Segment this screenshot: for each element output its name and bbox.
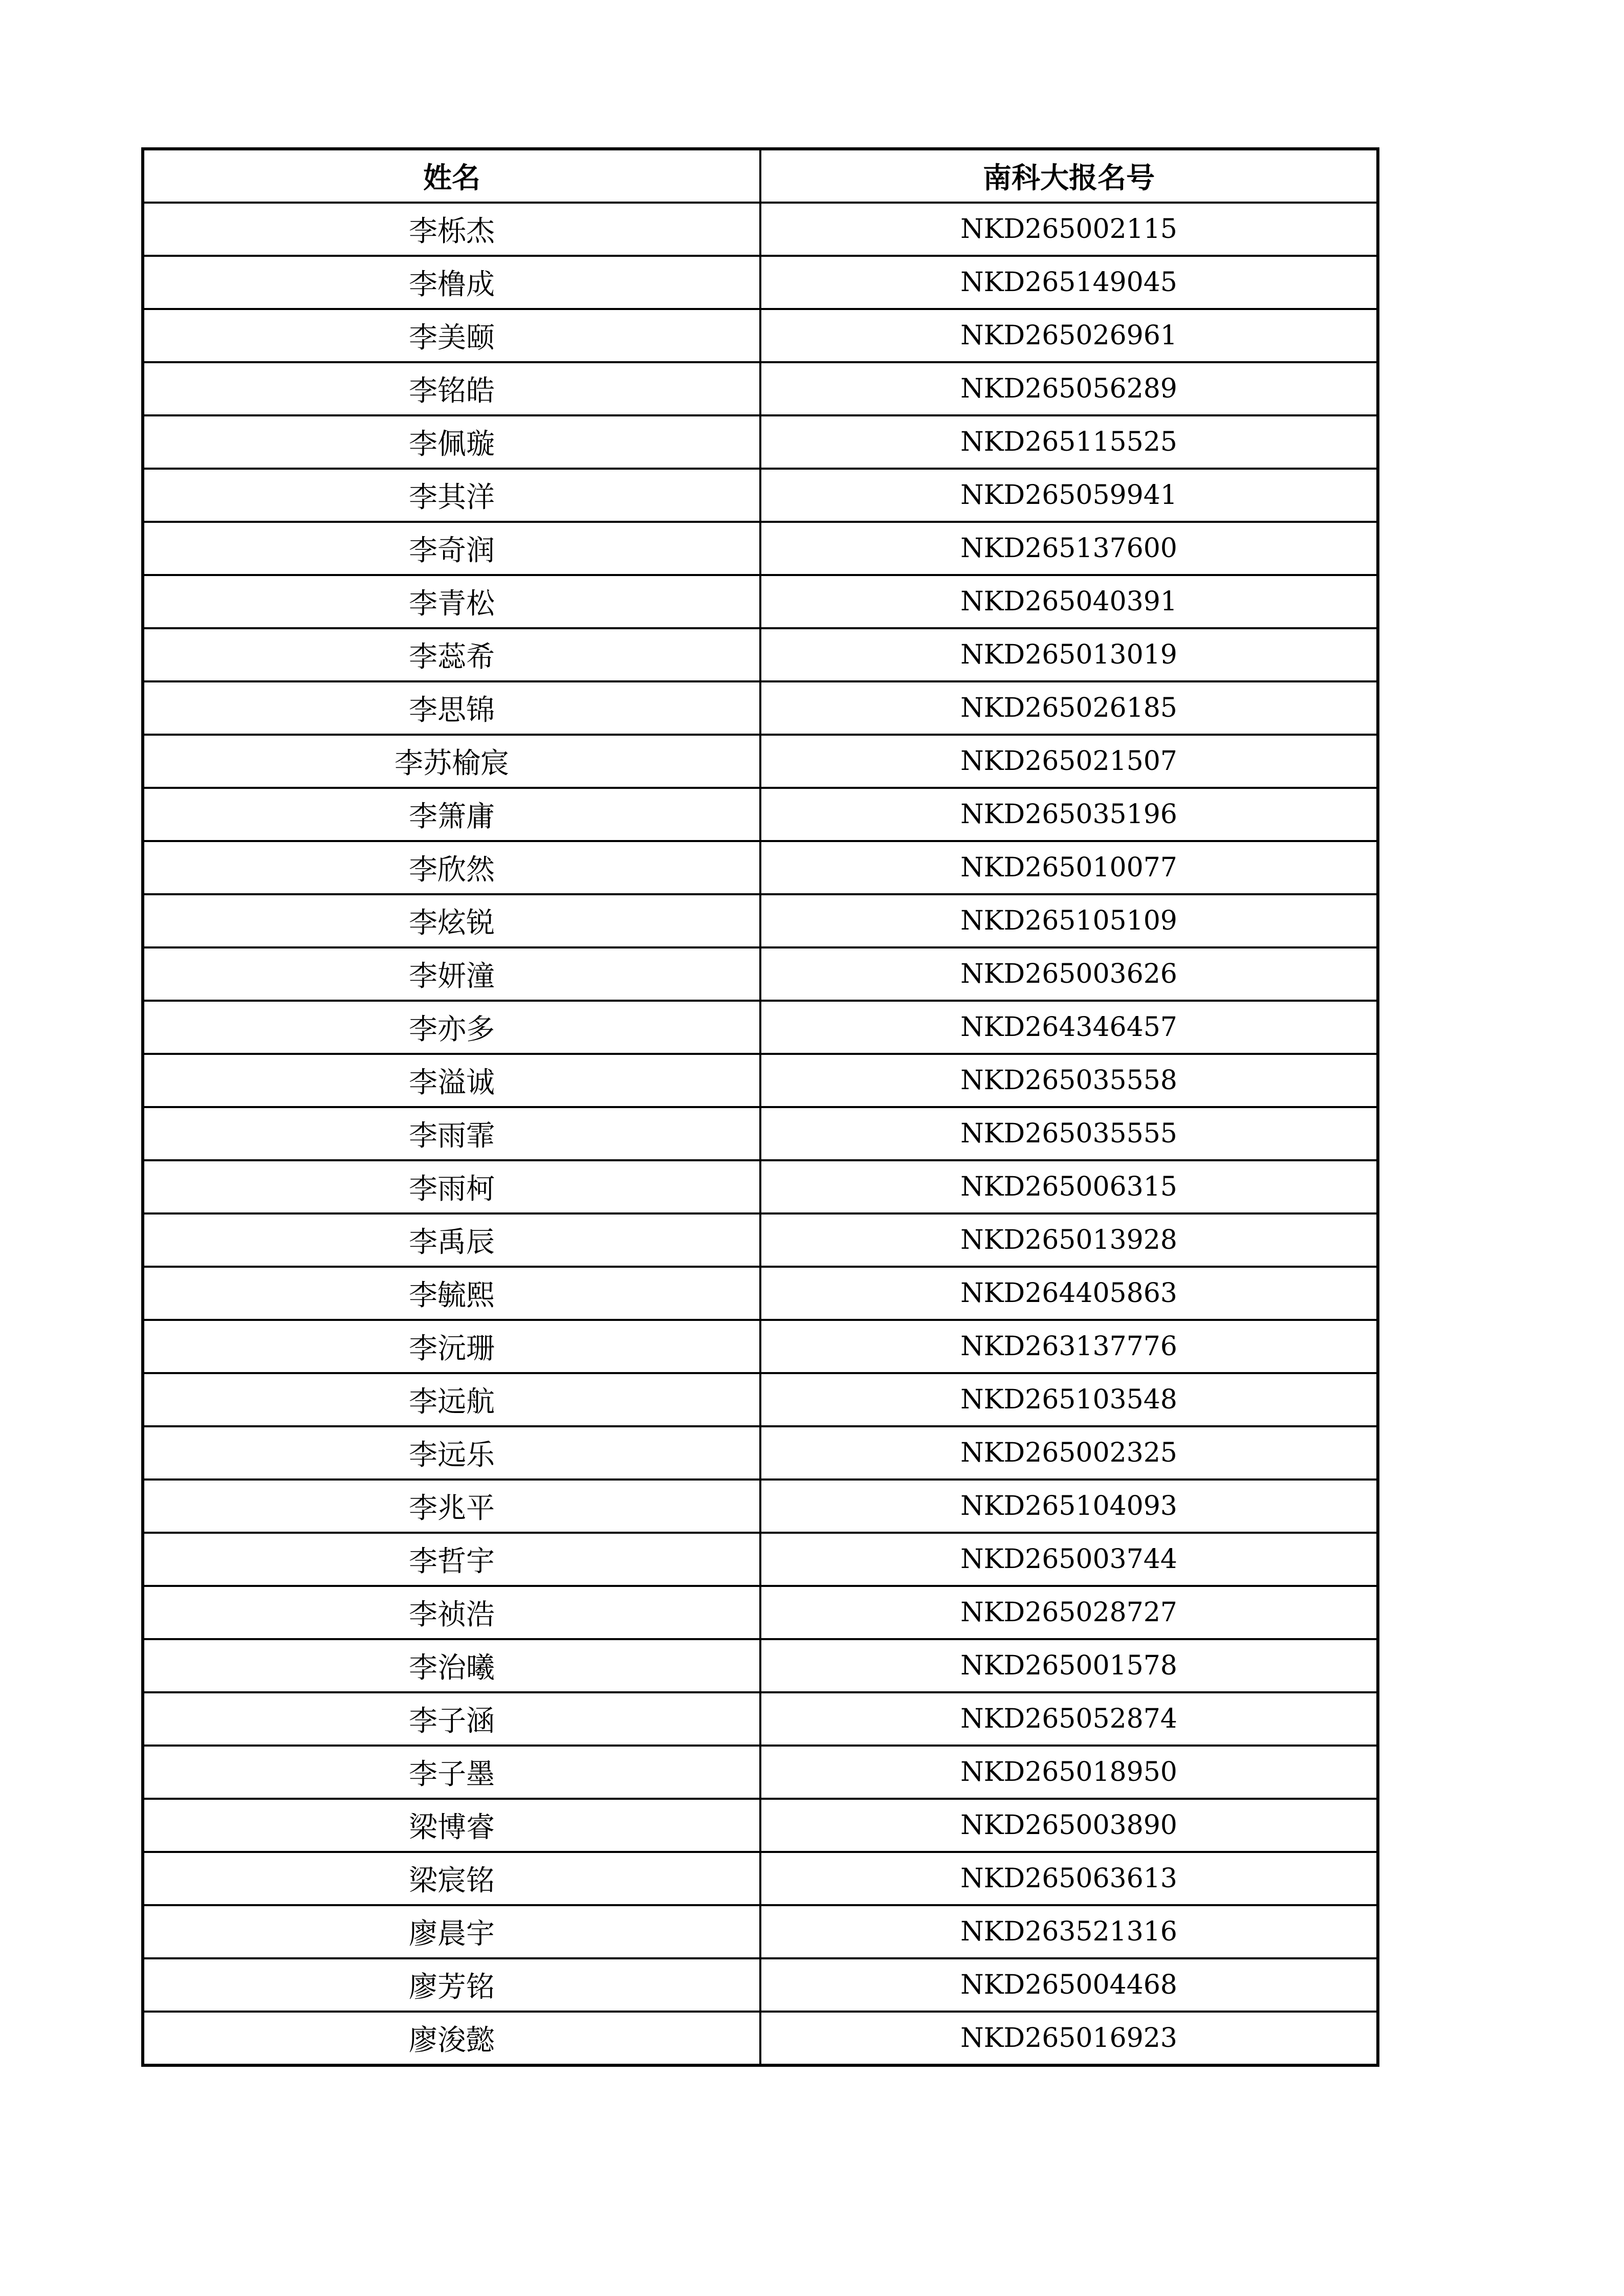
student-name-cell: 李雨柯 [143,1160,760,1213]
table-row [143,1480,1378,1533]
student-name-cell: 李禹辰 [143,1213,760,1267]
student-name-cell: 李毓熙 [143,1267,760,1320]
table-row [143,735,1378,788]
registration-number-cell: NKD263521316 [760,1905,1378,1958]
student-name-cell: 李美颐 [143,309,760,362]
table-row [143,1799,1378,1852]
registration-number-cell: NKD265013928 [760,1213,1378,1267]
header-row [143,149,1378,203]
table-row [143,947,1378,1001]
registration-number-cell: NKD265052874 [760,1692,1378,1746]
registration-number-cell: NKD265137600 [760,522,1378,575]
student-name-cell: 李子涵 [143,1692,760,1746]
registration-number-cell: NKD265115525 [760,415,1378,469]
table-row [143,1586,1378,1639]
registration-number-cell: NKD265006315 [760,1160,1378,1213]
table-row [143,415,1378,469]
table-row [143,1373,1378,1426]
student-name-cell: 廖浚懿 [143,2012,760,2065]
student-name-cell: 李溢诚 [143,1054,760,1107]
registration-number-cell: NKD265063613 [760,1852,1378,1905]
student-name-cell: 李栎杰 [143,203,760,256]
table-row [143,575,1378,628]
table-row [143,788,1378,841]
table-row [143,1958,1378,2012]
table-row [143,203,1378,256]
table-row [143,1746,1378,1799]
registration-number-cell: NKD265035558 [760,1054,1378,1107]
registration-number-cell: NKD265056289 [760,362,1378,415]
table-row [143,1107,1378,1160]
student-name-cell: 李青松 [143,575,760,628]
student-name-cell: 李箫庸 [143,788,760,841]
table-row [143,1001,1378,1054]
student-name-cell: 李奇润 [143,522,760,575]
registration-number-cell: NKD265003626 [760,947,1378,1001]
registration-number-cell: NKD265002115 [760,203,1378,256]
registration-number-cell: NKD265018950 [760,1746,1378,1799]
registration-number-cell: NKD265040391 [760,575,1378,628]
column-header-registration-number: 南科大报名号 [760,149,1378,203]
registration-number-cell: NKD265013019 [760,628,1378,681]
registration-number-cell: NKD265059941 [760,469,1378,522]
table-row [143,1267,1378,1320]
student-name-cell: 李铭皓 [143,362,760,415]
table-row [143,894,1378,947]
table-row [143,1213,1378,1267]
student-name-cell: 李炫锐 [143,894,760,947]
student-name-cell: 李橹成 [143,256,760,309]
student-name-cell: 李远航 [143,1373,760,1426]
student-name-cell: 李兆平 [143,1480,760,1533]
student-name-cell: 李妍潼 [143,947,760,1001]
registration-number-cell: NKD265105109 [760,894,1378,947]
registration-number-cell: NKD265002325 [760,1426,1378,1480]
registration-number-cell: NKD265035555 [760,1107,1378,1160]
table-row [143,362,1378,415]
student-name-cell: 李祯浩 [143,1586,760,1639]
table-body [143,203,1378,2065]
registration-number-cell: NKD265004468 [760,1958,1378,2012]
table-row [143,1852,1378,1905]
student-name-cell: 梁宸铭 [143,1852,760,1905]
registration-number-cell: NKD265003744 [760,1533,1378,1586]
table-row [143,1054,1378,1107]
registration-number-cell: NKD265149045 [760,256,1378,309]
registration-number-cell: NKD265021507 [760,735,1378,788]
student-name-cell: 李亦多 [143,1001,760,1054]
registration-number-cell: NKD265026185 [760,681,1378,735]
table-row [143,2012,1378,2065]
column-header-name: 姓名 [143,149,760,203]
table-row [143,1692,1378,1746]
registration-number-cell: NKD264405863 [760,1267,1378,1320]
student-name-cell: 李其洋 [143,469,760,522]
table-row [143,256,1378,309]
registration-table [141,147,1379,2067]
student-name-cell: 李治曦 [143,1639,760,1692]
student-name-cell: 李思锦 [143,681,760,735]
student-name-cell: 李佩璇 [143,415,760,469]
table-row [143,681,1378,735]
registration-number-cell: NKD265010077 [760,841,1378,894]
student-name-cell: 李子墨 [143,1746,760,1799]
registration-number-cell: NKD265035196 [760,788,1378,841]
table-row [143,1533,1378,1586]
student-name-cell: 李沅珊 [143,1320,760,1373]
student-name-cell: 廖晨宇 [143,1905,760,1958]
table-row [143,1426,1378,1480]
table-row [143,1160,1378,1213]
table-row [143,522,1378,575]
student-name-cell: 李欣然 [143,841,760,894]
table-header [143,149,1378,203]
registration-number-cell: NKD265016923 [760,2012,1378,2065]
table-row [143,1320,1378,1373]
student-name-cell: 李哲宇 [143,1533,760,1586]
registration-number-cell: NKD263137776 [760,1320,1378,1373]
table-row [143,1639,1378,1692]
registration-number-cell: NKD265104093 [760,1480,1378,1533]
table-row [143,469,1378,522]
table-row [143,309,1378,362]
registration-number-cell: NKD265001578 [760,1639,1378,1692]
student-name-cell: 李蕊希 [143,628,760,681]
table-row [143,841,1378,894]
student-name-cell: 梁博睿 [143,1799,760,1852]
student-name-cell: 李苏榆宸 [143,735,760,788]
registration-number-cell: NKD265103548 [760,1373,1378,1426]
student-name-cell: 李雨霏 [143,1107,760,1160]
registration-number-cell: NKD265026961 [760,309,1378,362]
registration-number-cell: NKD265028727 [760,1586,1378,1639]
student-name-cell: 李远乐 [143,1426,760,1480]
table-row [143,628,1378,681]
table-row [143,1905,1378,1958]
registration-number-cell: NKD265003890 [760,1799,1378,1852]
student-name-cell: 廖芳铭 [143,1958,760,2012]
registration-number-cell: NKD264346457 [760,1001,1378,1054]
